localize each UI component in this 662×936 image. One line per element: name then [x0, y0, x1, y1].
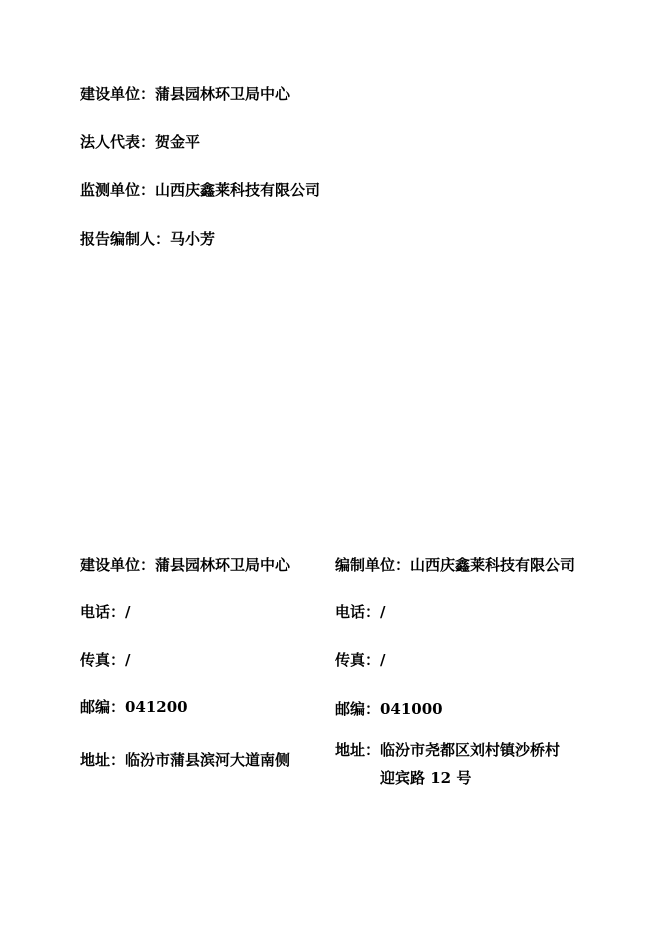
- monitor-unit-line: 监测单位：山西庆鑫莱科技有限公司: [80, 181, 321, 199]
- right-address-line1: 地址：临汾市尧都区刘村镇沙桥村: [335, 741, 561, 759]
- left-unit-line: 建设单位：蒲县园林环卫局中心: [80, 556, 291, 574]
- right-unit-line: 编制单位：山西庆鑫莱科技有限公司: [335, 556, 576, 574]
- right-fax-line: 传真：/: [335, 651, 386, 669]
- left-phone-line: 电话：/: [80, 603, 131, 621]
- report-author-line: 报告编制人：马小芳: [80, 230, 216, 248]
- right-postcode-line: 邮编：041000: [335, 700, 443, 718]
- build-unit-line: 建设单位：蒲县园林环卫局中心: [80, 85, 291, 103]
- left-address-line: 地址：临汾市蒲县滨河大道南侧: [80, 751, 291, 769]
- left-postcode-line: 邮编：041200: [80, 698, 188, 716]
- left-fax-line: 传真：/: [80, 651, 131, 669]
- right-phone-line: 电话：/: [335, 603, 386, 621]
- right-address-block: [335, 736, 560, 792]
- legal-rep-line: 法人代表：贺金平: [80, 133, 201, 151]
- right-address-line2: 迎宾路 12 号: [380, 769, 472, 787]
